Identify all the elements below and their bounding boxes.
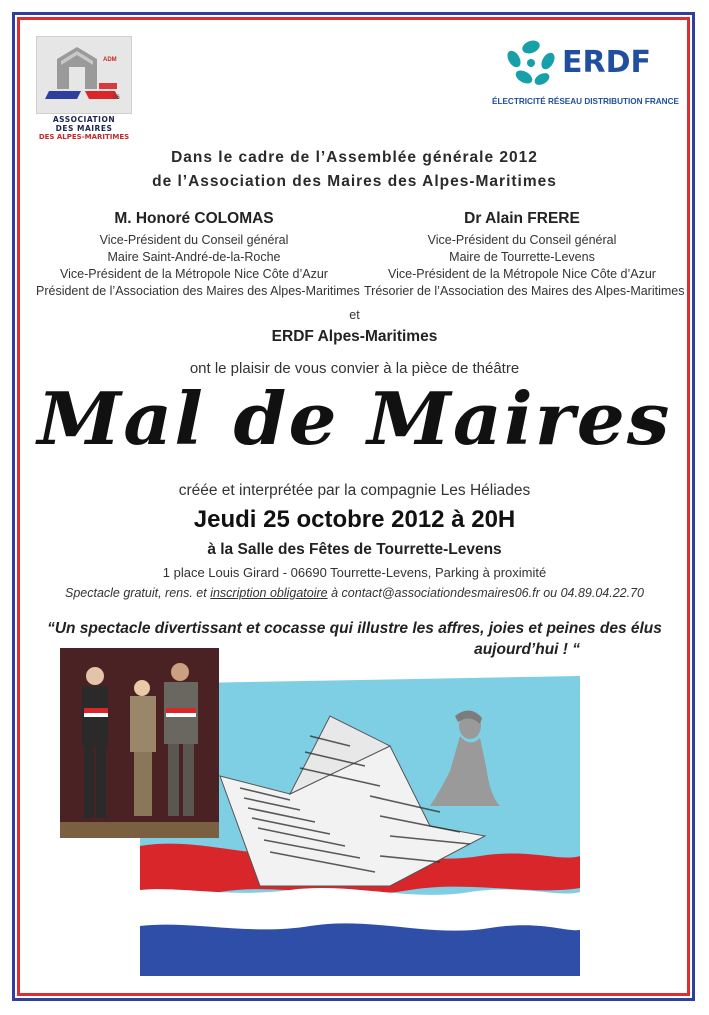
erdf-pinwheel-icon [500,35,562,91]
adm-line-1: ASSOCIATION [52,115,116,124]
intro-line-1: Dans le cadre de l’Assemblée générale 2012 [171,149,538,166]
adm-logo-text [36,116,132,142]
host-right-role-4: Trésorier de l’Association des Maires des Alpes-Maritimes [364,284,685,298]
practical-after: à contact@associationdesmaires06.fr ou 04.89.04.22.70 [327,586,644,600]
conjunction: et [349,308,360,322]
practical-underlined: inscription obligatoire [210,586,328,600]
host-left-role-3: Vice-Président de la Métropole Nice Côte d’Azur [60,267,328,281]
partner-name: ERDF Alpes-Maritimes [271,328,438,345]
erdf-tagline: ÉLECTRICITÉ RÉSEAU DISTRIBUTION FRANCE [492,97,679,106]
play-title: Mal de Maires [37,376,672,461]
host-left-name: M. Honoré COLOMAS [114,210,274,227]
adm-dept: 06 [113,95,120,101]
intro-line-2: de l’Association des Maires des Alpes-Maritimes [152,173,557,190]
host-left-role-4: Président de l’Association des Maires des Alpes-Maritimes [36,284,360,298]
host-left [36,210,360,300]
erdf-name: ERDF [562,45,651,80]
host-left-role-1: Vice-Président du Conseil général [99,233,289,247]
adm-line-3: DES ALPES-MARITIMES [38,133,130,141]
practical-info [30,586,679,600]
invitation-text: ont le plaisir de vous convier à la pièce de théâtre [189,360,520,377]
address: 1 place Louis Girard - 06690 Tourrette-Levens, Parking à proximité [162,565,547,580]
adm-logo-emblem [36,36,132,114]
host-left-role-2: Maire Saint-André-de-la-Roche [107,250,281,264]
host-right-name: Dr Alain FRERE [464,210,580,227]
host-right-role-1: Vice-Président du Conseil général [427,233,617,247]
actors-photo [60,648,219,838]
practical-before: Spectacle gratuit, rens. et [64,586,211,600]
adm-line-2: DES MAIRES [55,123,113,133]
venue: à la Salle des Fêtes de Tourrette-Levens [207,541,502,558]
quote-line-1: “Un spectacle divertissant et cocasse qui illustre les affres, joies et peines des élus [47,620,662,637]
adm-code: ADM [103,57,117,63]
adm-house-icon [37,37,131,113]
host-right-role-2: Maire de Tourrette-Levens [449,250,595,264]
erdf-logo [492,33,678,111]
adm-logo [36,36,132,144]
host-right-role-3: Vice-Président de la Métropole Nice Côte d’Azur [388,267,656,281]
company-text: créée et interprétée par la compagnie Les Héliades [178,482,531,499]
quote-line-2: aujourd’hui ! “ [474,641,580,658]
event-date: Jeudi 25 octobre 2012 à 20H [193,506,516,533]
host-right [364,210,685,300]
